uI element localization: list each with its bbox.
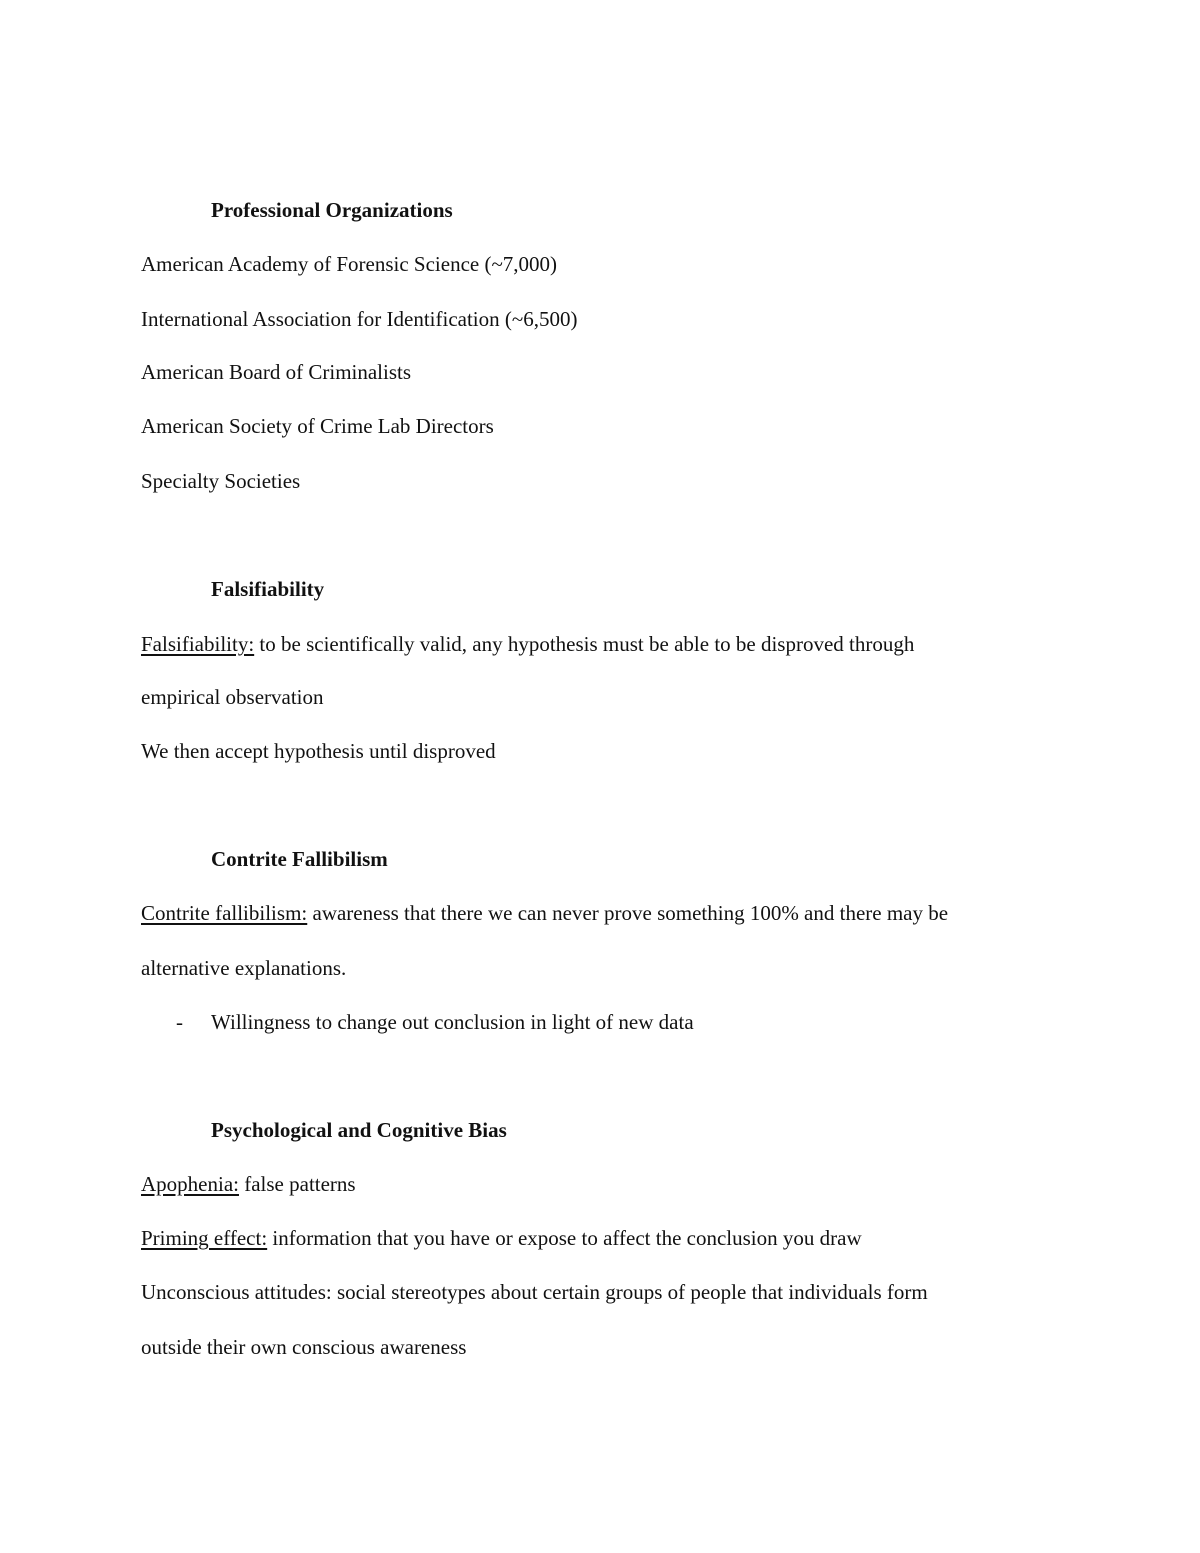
definition-text: false patterns bbox=[238, 1172, 356, 1196]
bullet-item: Willingness to change out conclusion in light of new data bbox=[211, 1010, 694, 1034]
term-priming-effect: Priming effect: bbox=[141, 1226, 268, 1250]
heading-professional-organizations: Professional Organizations bbox=[211, 198, 453, 222]
definition-priming-effect bbox=[141, 1225, 862, 1251]
definition-text: to be scientifically valid, any hypothesis must be able to be disproved through bbox=[254, 632, 915, 656]
definition-contrite-fallibilism bbox=[141, 900, 948, 926]
definition-continuation: outside their own conscious awareness bbox=[141, 1335, 467, 1359]
definition-continuation: alternative explanations. bbox=[141, 956, 347, 980]
definition-text: awareness that there we can never prove something 100% and there may be bbox=[307, 901, 949, 925]
list-item: American Society of Crime Lab Directors bbox=[141, 414, 494, 438]
list-item: International Association for Identification (~6,500) bbox=[141, 307, 578, 331]
heading-contrite-fallibilism: Contrite Fallibilism bbox=[211, 847, 388, 871]
heading-falsifiability: Falsifiability bbox=[211, 577, 325, 601]
term-falsifiability: Falsifiability: bbox=[141, 632, 255, 656]
list-item: Specialty Societies bbox=[141, 469, 301, 493]
bullet-dash: - bbox=[176, 1010, 183, 1034]
definition-falsifiability bbox=[141, 631, 914, 657]
definition-continuation: empirical observation bbox=[141, 685, 324, 709]
definition-unconscious-attitudes: Unconscious attitudes: social stereotypes about certain groups of people that individuals form bbox=[141, 1280, 928, 1304]
term-contrite-fallibilism: Contrite fallibilism: bbox=[141, 901, 308, 925]
list-item: American Board of Criminalists bbox=[141, 360, 412, 384]
definition-apophenia bbox=[141, 1171, 356, 1197]
list-item: American Academy of Forensic Science (~7,000) bbox=[141, 252, 558, 276]
definition-text: information that you have or expose to affect the conclusion you draw bbox=[267, 1226, 862, 1250]
heading-psychological-cognitive-bias: Psychological and Cognitive Bias bbox=[211, 1118, 507, 1142]
term-apophenia: Apophenia: bbox=[141, 1172, 239, 1196]
note-text: We then accept hypothesis until disproved bbox=[141, 739, 496, 763]
